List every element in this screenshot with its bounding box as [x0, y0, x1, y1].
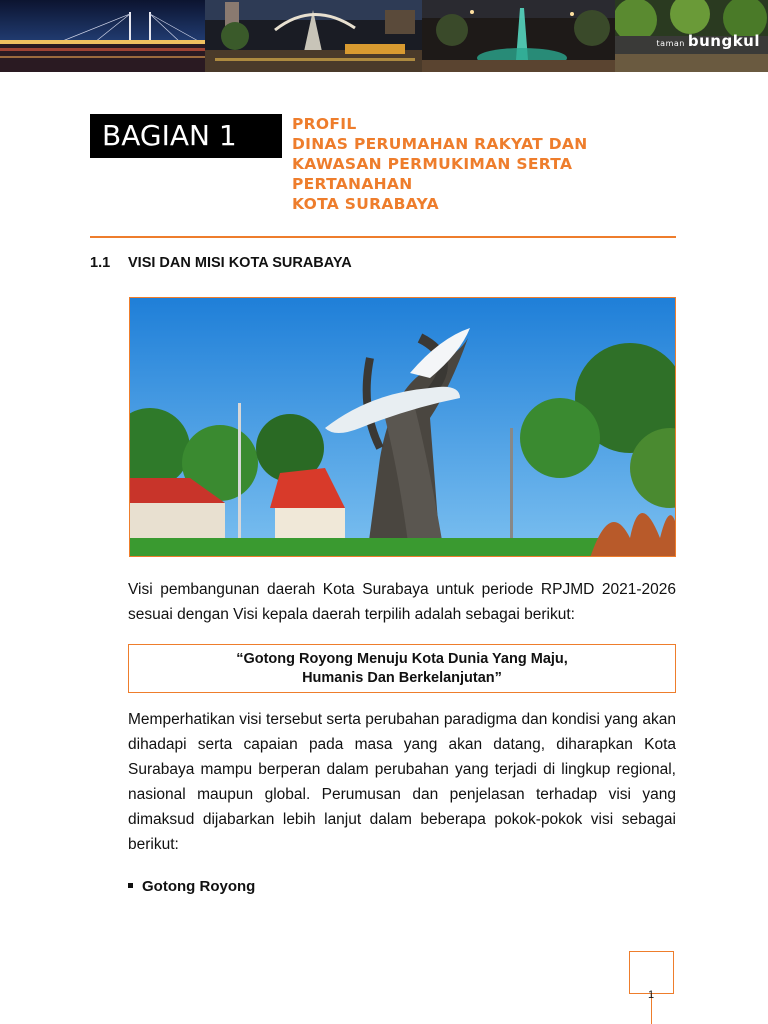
- page-number-box: [629, 951, 674, 994]
- title-line: KAWASAN PERMUKIMAN SERTA: [292, 155, 573, 173]
- bullet-item: [128, 878, 255, 895]
- taman-label: taman: [656, 39, 685, 48]
- part-title: [292, 114, 672, 214]
- heading-divider: [90, 236, 676, 238]
- page-number: 1: [648, 989, 655, 1001]
- taman-bungkul-sign-image: [615, 0, 768, 72]
- bullet-label: Gotong Royong: [142, 878, 256, 895]
- suramadu-bridge-night-image: [0, 0, 205, 72]
- intro-paragraph: Visi pembangunan daerah Kota Surabaya untuk periode RPJMD 2021-2026 sesuai dengan Visi kepala daerah terpilih adalah sebagai berikut:: [128, 581, 676, 623]
- explanation-paragraph: Memperhatikan visi tersebut serta perubahan paradigma dan kondisi yang akan dihadapi serta capaian pada masa yang akan datang, diharapkan Kota Surabaya mampu berperan dalam perubahan yang terjadi di lingkup regional, nasional maupun global. Perumusan dan penjelasan terhadap visi yang dimaksud dijabarkan lebih lanjut dalam beberapa pokok-pokok visi sebagai berikut:: [128, 711, 676, 853]
- section-number: 1.1: [90, 255, 111, 271]
- bungkul-label: bungkul: [687, 32, 760, 50]
- title-line: PERTANAHAN: [292, 175, 413, 193]
- title-line: KOTA SURABAYA: [292, 195, 439, 213]
- header-banner: [0, 0, 768, 72]
- fountain-park-night-image: [422, 0, 615, 72]
- section-heading: [90, 255, 352, 271]
- part-label: BAGIAN 1: [90, 114, 282, 158]
- title-line: DINAS PERUMAHAN RAKYAT DAN: [292, 135, 588, 153]
- city-monument-night-image: [205, 0, 422, 72]
- bullet-square-icon: [128, 883, 133, 888]
- bungkul-sign-label: [657, 32, 760, 50]
- title-line: PROFIL: [292, 115, 357, 133]
- vision-line-2: Humanis Dan Berkelanjutan”: [302, 670, 502, 686]
- section-title: VISI DAN MISI KOTA SURABAYA: [128, 255, 352, 271]
- suro-boyo-statue-photo: [129, 297, 676, 557]
- vision-statement-box: [128, 644, 676, 693]
- vision-line-1: “Gotong Royong Menuju Kota Dunia Yang Maju,: [236, 651, 568, 667]
